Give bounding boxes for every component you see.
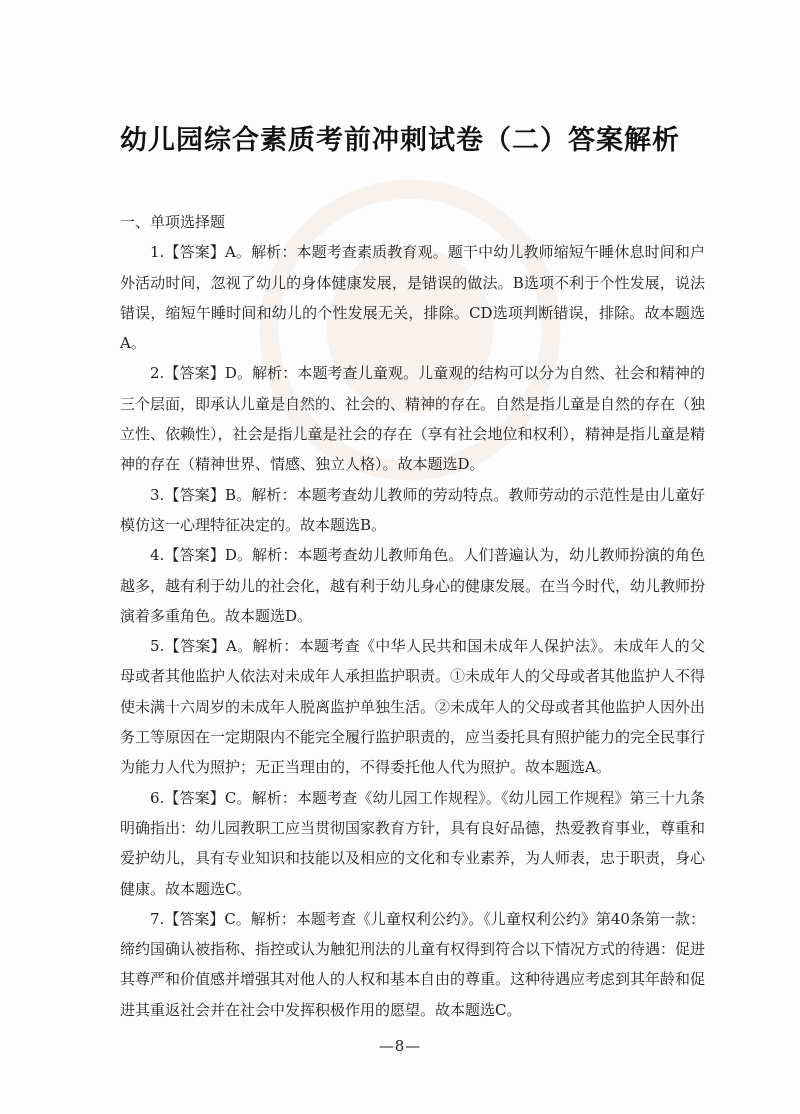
answer-item-4: 4.【答案】D。解析：本题考查幼儿教师角色。人们普遍认为，幼儿教师扮演的角色越多，越有利于幼儿的社会化，越有利于幼儿身心的健康发展。在当今时代，幼儿教师扮演着多重角色。故本题选D。 [120, 546, 706, 625]
page-number: —8— [378, 1037, 422, 1055]
answer-item-3: 3.【答案】B。解析：本题考查幼儿教师的劳动特点。教师劳动的示范性是由儿童好模仿这一心理特征决定的。故本题选B。 [120, 485, 705, 534]
page-title: 幼儿园综合素质考前冲刺试卷（二）答案解析 [120, 125, 680, 156]
answer-item-7: 7.【答案】C。解析：本题考查《儿童权利公约》。《儿童权利公约》第40条第一款：缔约国确认被指称、指控或认为触犯刑法的儿童有权得到符合以下情况方式的待遇：促进其尊严和价值感并增强其对他人的人权和基本自由的尊重。这种待遇应考虑到其年龄和促进其重返社会并在社会中发挥积极作用的愿望。故本题选C。 [120, 909, 706, 1019]
answer-item-6: 6.【答案】C。解析：本题考查《幼儿园工作规程》。《幼儿园工作规程》第三十九条明确指出：幼儿园教职工应当贯彻国家教育方针，具有良好品德，热爱教育事业，尊重和爱护幼儿，具有专业知识和技能以及相应的文化和专业素养，为人师表，忠于职责，身心健康。故本题选C。 [120, 788, 706, 898]
answer-item-5: 5.【答案】A。解析：本题考查《中华人民共和国未成年人保护法》。未成年人的父母或者其他监护人依法对未成年人承担监护职责。①未成年人的父母或者其他监护人不得使未满十六周岁的未成年人脱离监护单独生活。②未成年人的父母或者其他监护人因外出务工等原因在一定期限内不能完全履行监护职责的，应当委托具有照护能力的完全民事行为能力人代为照护；无正当理由的，不得委托他人代为照护。故本题选A。 [120, 637, 706, 777]
section-heading: 一、单项选择题 [120, 213, 226, 231]
answer-section [120, 207, 705, 1025]
answer-item-2: 2.【答案】D。解析：本题考查儿童观。儿童观的结构可以分为自然、社会和精神的三个层面，即承认儿童是自然的、社会的、精神的存在。自然是指儿童是自然的存在（独立性、依赖性），社会是指儿童是社会的存在（享有社会地位和权利），精神是指儿童是精神的存在（精神世界、情感、独立人格）。故本题选D。 [120, 364, 706, 474]
answer-item-1: 1.【答案】A。解析：本题考查素质教育观。题干中幼儿教师缩短午睡休息时间和户外活动时间，忽视了幼儿的身体健康发展，是错误的做法。B选项不利于个性发展，说法错误，缩短午睡时间和幼儿的个性发展无关，排除。CD选项判断错误，排除。故本题选A。 [120, 243, 705, 353]
